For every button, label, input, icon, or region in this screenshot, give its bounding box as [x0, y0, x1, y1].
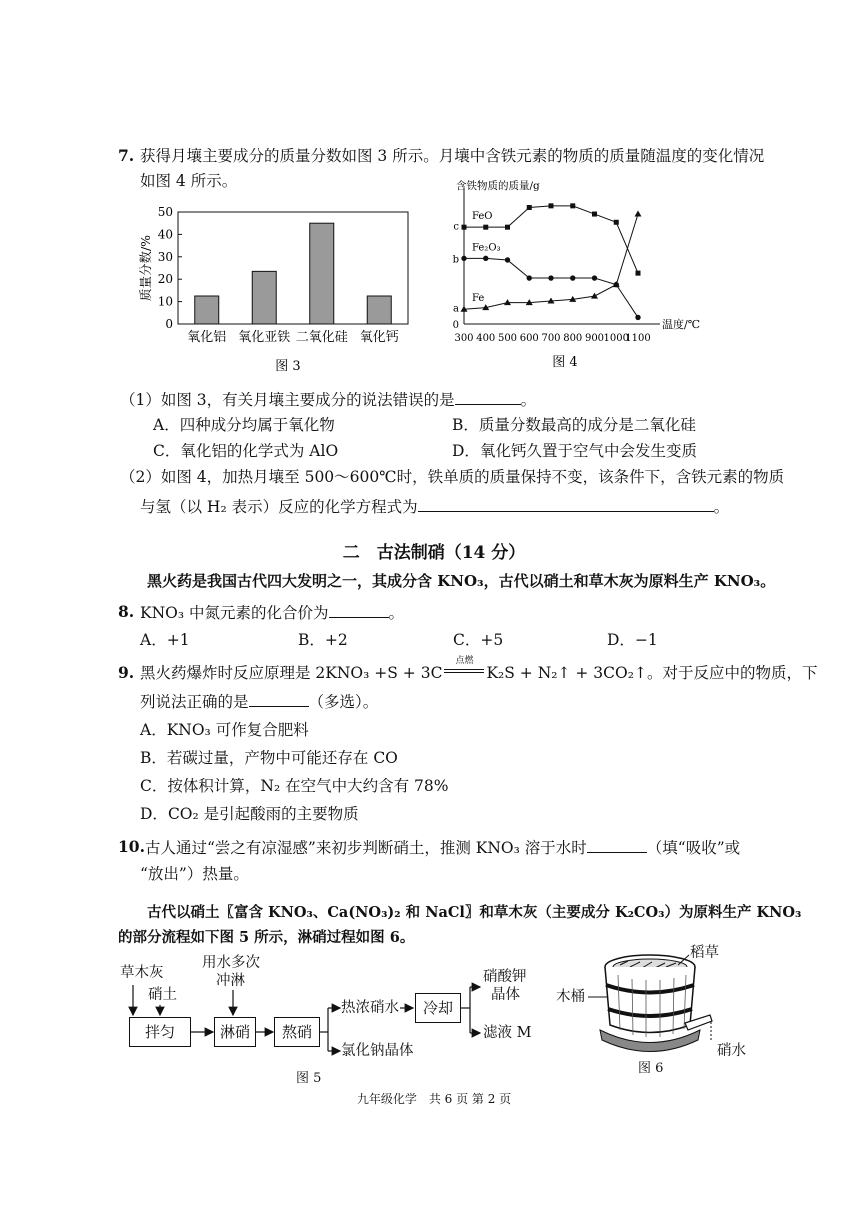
x-tick-label: 氧化亚铁 — [238, 330, 291, 345]
q9-option-b[interactable] — [140, 749, 398, 768]
q7-sub1-lead: （1）如图 3，有关月壤主要成分的说法错误的是 — [120, 391, 455, 409]
fig6-illustration — [556, 945, 760, 1080]
section2-title: 二 古法制硝（14 分） — [342, 543, 526, 563]
q9-condition: 点燃 — [455, 656, 474, 666]
option-letter: B． — [452, 416, 479, 434]
x-tick-label: 800 — [563, 333, 583, 344]
data-point — [570, 275, 575, 280]
y-tick-label: c — [453, 221, 459, 233]
option-letter: D． — [452, 442, 480, 460]
q10-stem-line2: “放出”）热量。 — [140, 865, 249, 883]
q7-sub2-line2 — [140, 497, 729, 517]
x-tick-label: 700 — [541, 333, 561, 344]
q8-text: KNO₃ 中氮元素的化合价为 — [140, 604, 329, 622]
q7-sub1-tail: 。 — [520, 391, 537, 409]
fig5-input-soil: 硝土 — [148, 987, 177, 1003]
data-point — [570, 203, 575, 208]
q8-number: 8. — [118, 602, 135, 621]
q7-option-b[interactable] — [452, 416, 696, 435]
process-intro-line2: 的部分流程如下图 5 所示，淋硝过程如图 6。 — [118, 929, 415, 946]
option-text: −1 — [634, 631, 658, 649]
fig3-bar-chart — [130, 200, 420, 380]
q7-sub2-lead: 与氢（以 H₂ 表示）反应的化学方程式为 — [140, 498, 418, 516]
q7-option-c[interactable] — [153, 442, 338, 461]
y-tick-label: 10 — [157, 294, 173, 309]
y-tick-label: 30 — [157, 249, 173, 264]
q7-sub2-tail: 。 — [713, 498, 730, 516]
data-point — [592, 275, 597, 280]
data-point — [483, 225, 488, 230]
option-letter: D． — [607, 631, 635, 649]
option-letter: C． — [153, 442, 181, 460]
option-text: 按体积计算，N₂ 在空气中大约含有 78% — [167, 777, 449, 795]
y-tick-label: 0 — [165, 317, 173, 331]
q8-option-d[interactable] — [607, 631, 658, 650]
option-text: KNO₃ 可作复合肥料 — [166, 721, 309, 739]
bar — [252, 271, 276, 324]
bar — [367, 296, 391, 324]
option-text: CO₂ 是引起酸雨的主要物质 — [167, 805, 359, 823]
x-tick-label: 300 — [454, 333, 474, 344]
fig5-hot-solution: 热浓硝水 — [341, 1000, 399, 1016]
fig4-line-chart — [440, 172, 710, 378]
chart-caption: 图 3 — [275, 359, 301, 374]
fig5-caption: 图 5 — [296, 1071, 322, 1086]
x-tick-label: 1100 — [625, 333, 651, 344]
q8-option-a[interactable] — [140, 631, 190, 650]
q7-number: 7. — [118, 146, 135, 165]
option-text: 氧化钙久置于空气中会发生变质 — [479, 442, 697, 460]
q10-answer-blank[interactable] — [587, 838, 647, 853]
bar — [310, 223, 334, 324]
y-tick-label: a — [453, 303, 459, 315]
bar — [195, 296, 219, 324]
y-tick-label: 50 — [157, 205, 173, 219]
option-text: 四种成分均属于氧化物 — [179, 416, 335, 434]
data-point — [505, 257, 510, 262]
y-tick-label: 40 — [157, 227, 173, 242]
data-point — [549, 203, 554, 208]
data-point — [636, 271, 641, 276]
fig5-product-kno3-line2: 晶体 — [491, 987, 520, 1003]
data-point — [635, 211, 642, 217]
option-text: +5 — [480, 631, 504, 649]
fig6-label-bucket: 木桶 — [556, 989, 585, 1005]
data-point — [591, 293, 598, 299]
fig6-caption: 图 6 — [638, 1061, 664, 1076]
q9-stem-line1 — [140, 656, 818, 683]
x-tick-label: 氧化钙 — [359, 330, 399, 345]
fig5-input-water-line2: 冲淋 — [216, 973, 245, 989]
q9-option-a[interactable] — [140, 721, 309, 740]
option-letter: A． — [140, 721, 167, 739]
q7-stem-line1: 获得月壤主要成分的质量分数如图 3 所示。月壤中含铁元素的物质的质量随温度的变化情况 — [140, 147, 765, 165]
process-intro-line1: 古代以硝土〖富含 KNO₃、Ca(NO₃)₂ 和 NaCl〗和草木灰（主要成分 K₂CO₃）为原料生产 KNO₃ — [147, 904, 802, 921]
q7-sub2-line1: （2）如图 4，加热月壤至 500～600℃时，铁单质的质量保持不变，该条件下，含铁元素的物质 — [120, 468, 785, 486]
y-axis-label: 质量分数/% — [138, 234, 153, 302]
series-label: FeO — [472, 211, 493, 223]
option-text: 若碳过量，产物中可能还存在 CO — [166, 749, 398, 767]
fig6-label-straw: 稻草 — [690, 945, 719, 961]
q7-stem-line2: 如图 4 所示。 — [140, 172, 238, 190]
data-point — [483, 256, 488, 261]
option-letter: D． — [140, 805, 168, 823]
data-point — [592, 212, 597, 217]
q8-option-b[interactable] — [298, 631, 348, 650]
data-point — [527, 275, 532, 280]
y-tick-label: 20 — [157, 272, 173, 287]
fig5-nacl-crystal: 氯化钠晶体 — [341, 1043, 414, 1059]
q10-number: 10. — [118, 837, 145, 856]
q8-tail: 。 — [388, 604, 405, 622]
fig5-step-boil: 熬硝 — [274, 1017, 320, 1047]
q7-option-d[interactable] — [452, 442, 697, 461]
series-line — [464, 258, 638, 317]
q8-stem — [140, 603, 404, 623]
q7-sub1-answer-blank[interactable] — [455, 390, 521, 405]
series-label: Fe — [472, 293, 485, 305]
x-tick-label: 氧化铝 — [187, 330, 227, 345]
chart-caption: 图 4 — [552, 355, 578, 370]
q9-option-c[interactable] — [140, 777, 448, 796]
data-point — [505, 225, 510, 230]
data-point — [461, 256, 466, 261]
series-label: Fe₂O₃ — [472, 242, 501, 254]
series-line — [464, 214, 638, 309]
q9-option-d[interactable] — [140, 805, 359, 824]
q9-products: K₂S + N₂↑ + 3CO₂↑。对于反应中的物质，下 — [486, 664, 818, 682]
q7-sub1-stem — [120, 390, 536, 410]
fig5-step-leach: 淋硝 — [214, 1017, 256, 1047]
q10-line1: 古人通过“尝之有凉湿感”来初步判断硝土，推测 KNO₃ 溶于水时 — [145, 839, 587, 857]
q9-reaction-arrow — [442, 656, 486, 678]
q9-reactants: 黑火药爆炸时反应原理是 2KNO₃ +S + 3C — [140, 664, 443, 682]
q8-answer-blank[interactable] — [329, 603, 389, 618]
option-letter: C． — [453, 631, 481, 649]
y-axis-label: 含铁物质的质量/g — [456, 180, 540, 192]
fig6-label-water: 硝水 — [717, 1043, 746, 1059]
option-text: 氧化铝的化学式为 AlO — [180, 442, 339, 460]
data-point — [548, 275, 553, 280]
page-footer: 九年级化学 共 6 页 第 2 页 — [356, 1092, 512, 1106]
fig5-product-kno3-line1: 硝酸钾 — [483, 969, 527, 985]
q9-number: 9. — [118, 663, 135, 682]
option-text: +1 — [166, 631, 190, 649]
x-tick-label: 500 — [497, 333, 518, 344]
data-point — [527, 205, 532, 210]
fig5-step-cool: 冷却 — [415, 993, 461, 1023]
q8-option-c[interactable] — [453, 631, 503, 650]
q7-sub2-answer-blank[interactable] — [418, 497, 714, 512]
fig5-filtrate: 滤液 M — [483, 1025, 532, 1041]
option-letter: B． — [298, 631, 325, 649]
option-text: 质量分数最高的成分是二氧化硅 — [478, 416, 696, 434]
option-letter: C． — [140, 777, 168, 795]
y-tick-label: b — [452, 254, 459, 266]
option-letter: A． — [140, 631, 167, 649]
q7-option-a[interactable] — [153, 416, 335, 435]
option-text: +2 — [324, 631, 348, 649]
option-letter: A． — [153, 416, 180, 434]
fig5-input-water-line1: 用水多次 — [202, 955, 260, 971]
x-tick-label: 900 — [584, 333, 605, 344]
option-letter: B． — [140, 749, 167, 767]
q9-answer-blank[interactable] — [249, 692, 309, 707]
fig5-input-ash: 草木灰 — [120, 965, 164, 981]
x-tick-label: 400 — [476, 333, 496, 344]
x-tick-label: 1000 — [603, 333, 629, 344]
fig5-flowchart — [110, 955, 550, 1090]
data-point — [462, 225, 467, 230]
data-point — [614, 220, 619, 225]
x-tick-label: 600 — [519, 333, 539, 344]
q9-stem-line2 — [140, 692, 378, 712]
section2-intro: 黑火药是我国古代四大发明之一，其成分含 KNO₃，古代以硝土和草木灰为原料生产 KNO₃。 — [147, 572, 776, 590]
q9-line2: 列说法正确的是 — [140, 693, 249, 711]
x-axis-label: 温度/℃ — [662, 318, 701, 331]
q10-stem-line1 — [145, 838, 740, 858]
x-tick-label: 二氧化硅 — [295, 330, 348, 345]
fig5-step-mix: 拌匀 — [129, 1017, 191, 1047]
q10-line1-tail: （填“吸收”或 — [646, 839, 741, 857]
y-tick-label: 0 — [452, 320, 459, 331]
equals-sign — [444, 669, 484, 673]
q9-line2-tail: （多选）。 — [308, 693, 379, 711]
data-point — [635, 315, 640, 320]
